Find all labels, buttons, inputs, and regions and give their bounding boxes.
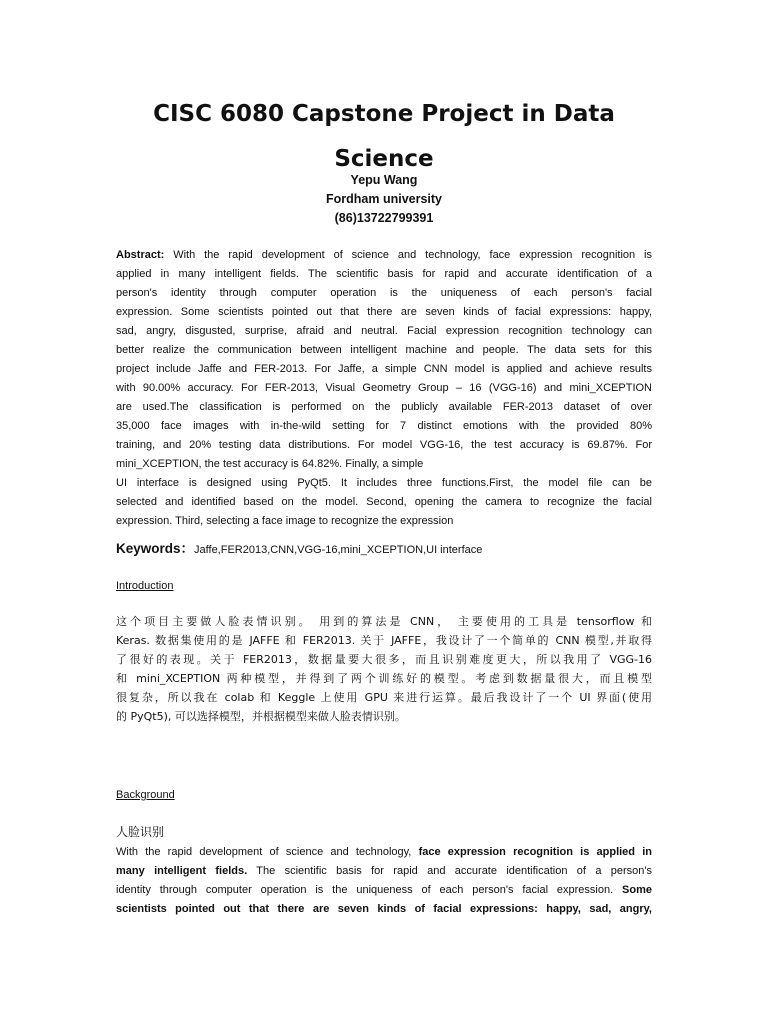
background-line: scientists pointed out that there are seven kinds of facial expressions: happy, sad, angry,	[116, 903, 652, 915]
intro-line: 很复杂，所以我在 colab 和 Keggle 上使用 GPU 来进行运算。最后我设计了一个 UI 界面(使用	[116, 691, 652, 704]
abstract-line: mini_XCEPTION, the test accuracy is 64.82%. Finally, a simple	[116, 458, 424, 470]
abstract-line: UI interface is designed using PyQt5. It includes three functions.First, the model file can be	[116, 477, 652, 489]
abstract-line: selected and identified based on the model. Second, opening the camera to recognize the facial	[116, 496, 652, 508]
background-paragraph	[116, 843, 652, 919]
background-line: With the rapid development of science and technology, face expression recognition is applied in	[116, 846, 652, 858]
author-phone: (86)13722799391	[334, 211, 434, 225]
intro-line: 的 PyQt5), 可以选择模型，并根据模型来做人脸表情识别。	[116, 710, 406, 723]
intro-line: 了很好的表现。关于 FER2013，数据量要大很多，而且识别难度更大，所以我用了 VGG-16	[116, 653, 652, 666]
intro-line: 和 mini_XCEPTION 两种模型，并得到了两个训练好的模型。考虑到数据量很大，而且模型	[116, 672, 652, 685]
section-heading-introduction: Introduction	[116, 580, 174, 592]
introduction-paragraph	[116, 612, 652, 726]
intro-line: 这个项目主要做人脸表情识别。 用到的算法是 CNN， 主要使用的工具是 tensorflow 和	[116, 615, 652, 628]
background-line: identity through computer operation is the uniqueness of each person's facial expression. Some	[116, 884, 652, 896]
abstract-line: better realize the communication between intelligent machine and people. The data sets for this	[116, 344, 652, 356]
author-affiliation: Fordham university	[326, 192, 442, 206]
author-name: Yepu Wang	[350, 173, 418, 187]
keywords-label: Keywords：	[116, 541, 195, 556]
abstract-line: expression. Third, selecting a face image to recognize the expression	[116, 515, 454, 527]
paper-title: CISC 6080 Capstone Project in Data Science	[153, 101, 615, 172]
abstract-line: person's identity through computer operation is the uniqueness of each person's facial	[116, 287, 652, 299]
abstract-label: Abstract:	[116, 249, 165, 261]
subheading-face-recognition: 人脸识别	[116, 825, 165, 839]
abstract-line: Abstract: With the rapid development of science and technology, face expression recognition is	[116, 249, 652, 261]
abstract	[116, 246, 652, 531]
abstract-line: with 90.00% accuracy. For FER-2013, Visual Geometry Group – 16 (VGG-16) and mini_XCEPTION	[116, 382, 652, 394]
abstract-line: project include Jaffe and FER-2013. For Jaffe, a simple CNN model is applied and achieve results	[116, 363, 652, 375]
abstract-line: expression. Some scientists pointed out that there are seven kinds of facial expressions: happy,	[116, 306, 652, 318]
abstract-line: 35,000 face images with in-the-wild setting for 7 distinct emotions with the provided 80%	[116, 420, 652, 432]
keywords-text: Jaffe,FER2013,CNN,VGG-16,mini_XCEPTION,UI interface	[194, 544, 483, 556]
abstract-line: training, and 20% testing data distributions. For model VGG-16, the test accuracy is 69.87%. For	[116, 439, 652, 451]
abstract-line: sad, angry, disgusted, surprise, afraid and neutral. Facial expression recognition technology can	[116, 325, 652, 337]
background-line: many intelligent fields. The scientific basis for rapid and accurate identification of a person's	[116, 865, 653, 877]
abstract-line: are used.The classification is performed on the publicly available FER-2013 dataset of over	[116, 401, 652, 413]
keywords	[116, 540, 652, 559]
section-heading-background: Background	[116, 789, 175, 801]
abstract-line: applied in many intelligent fields. The scientific basis for rapid and accurate identification of a	[116, 268, 652, 280]
intro-line: Keras. 数据集使用的是 JAFFE 和 FER2013. 关于 JAFFE，我设计了一个简单的 CNN 模型,并取得	[116, 634, 652, 647]
